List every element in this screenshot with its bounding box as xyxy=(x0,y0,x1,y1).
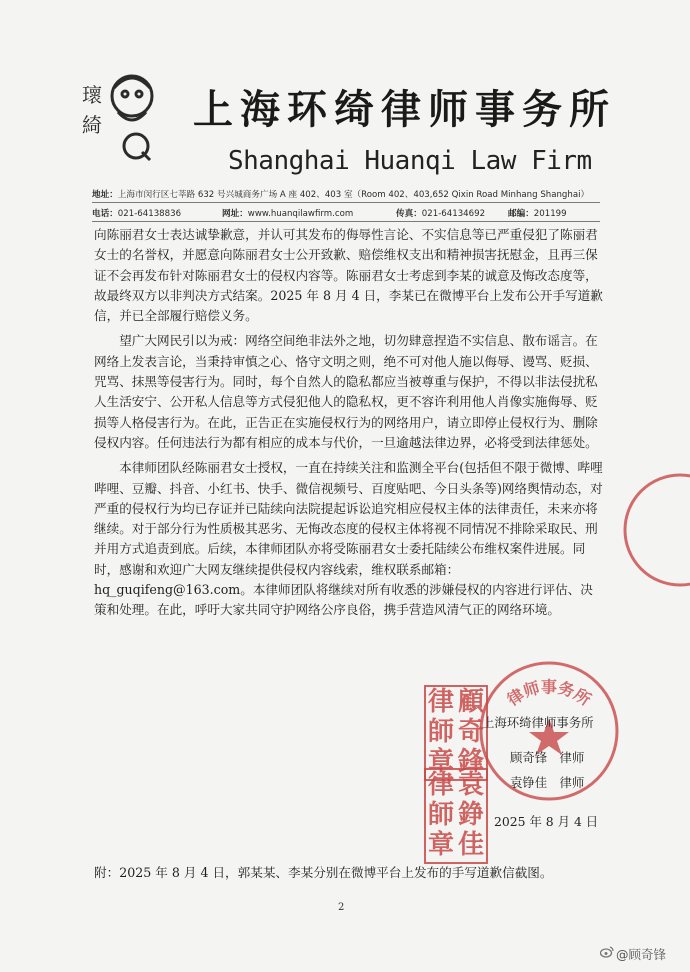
seal1-char: 顧 xyxy=(458,687,485,717)
address-line xyxy=(92,188,589,200)
seal1-char: 奇 xyxy=(458,717,485,747)
fax-label: 传真： xyxy=(396,209,422,219)
weibo-watermark: @顾奇锋 xyxy=(616,947,667,962)
edge-stamp xyxy=(600,470,690,590)
svg-text:律师事务所 xyxy=(503,677,594,710)
firm-logo-icon xyxy=(78,62,164,162)
signature-firm: 上海环绮律师事务所 xyxy=(482,715,594,730)
seal2-char: 律 xyxy=(428,770,455,800)
weibo-logo-icon xyxy=(600,946,614,958)
address-value: 上海市闵行区七莘路 632 号兴城商务广场 A 座 402、403 室（Room 402、403,652 Qixin Road Minhang Shanghai） xyxy=(117,190,590,200)
signature-lawyer-1: 顾奇锋 律师 xyxy=(510,750,585,765)
paragraph-2: 望广大网民引以为戒：网络空间绝非法外之地，切勿肆意捏造不实信息、散布谣言。在网络上发表言论，当秉持审慎之心、恪守文明之则，绝不可对他人施以侮辱、谩骂、贬损、咒骂、抹黑等侵害行为。同时，每个自然人的隐私都应当被尊重与保护，不得以非法侵扰私人生活安宁、公开私人信息等方式侵犯他人的隐私权，更不容许利用他人肖像实施侮辱、贬损等人格侵害行为。在此，正告正在实施侵权行为的网络用户，请立即停止侵权行为、删除侵权内容。任何违法行为都有相应的成本与代价，一旦逾越法律边界，必将受到法律惩处。 xyxy=(94,333,598,450)
paragraph-3: 本律师团队经陈丽君女士授权，一直在持续关注和监测全平台(包括但不限于微博、哔哩哔哩、豆瓣、抖音、小红书、快手、微信视频号、百度贴吧、今日头条等)网络舆情动态，对严重的侵权行为均已存证并已陆续向法院提起诉讼追究相应侵权主体的法律责任，未来亦将继续。对于部分行为性质极其恶劣、无悔改态度的侵权主体将视不同情况不排除采取民、刑并用方式追责到底。后续，本律师团队亦将受陈丽君女士委托陆续公布维权案件进展。同时，感谢和欢迎广大网友继续提供侵权内容线索，维权联系邮箱：hq_guqifeng@163.com。本律师团队将继续对所有收悉的涉嫌侵权的内容进行评估、决策和处理。在此，呼吁大家共同守护网络公序良俗，携手营造风清气正的网络环境。 xyxy=(94,460,603,618)
seal2-char: 袁 xyxy=(458,770,485,800)
phone-value: 021-64138836 xyxy=(117,209,182,219)
zip-line xyxy=(508,207,567,219)
attachment-note: 附：2025 年 8 月 4 日，郭某某、李某分别在微博平台上发布的手写道歉信截图。 xyxy=(94,865,553,880)
lawyer-seal-1 xyxy=(424,685,488,781)
zip-label: 邮编： xyxy=(508,209,534,219)
seal2-char: 章 xyxy=(428,830,455,860)
firm-name-en: Shanghai Huanqi Law Firm xyxy=(228,146,592,176)
seal2-char: 佳 xyxy=(458,830,485,860)
signature-lawyer-2: 袁铮佳 律师 xyxy=(510,775,585,790)
logo-char-2: 綺 xyxy=(82,113,102,137)
phone-line xyxy=(92,207,181,219)
web-value: www.huanqilawfirm.com xyxy=(247,209,354,219)
page-number: 2 xyxy=(338,902,345,913)
header-divider xyxy=(92,202,600,203)
seal2-char: 師 xyxy=(428,800,455,830)
lawyer-seal-2 xyxy=(424,768,488,864)
seal1-char: 鋒 xyxy=(458,747,485,777)
seal2-char: 錚 xyxy=(458,800,485,830)
web-label: 网址： xyxy=(222,209,248,219)
firm-name-cn: 上海环绮律师事务所 xyxy=(193,86,616,133)
header-divider-2 xyxy=(92,221,600,222)
web-line xyxy=(222,207,353,219)
paragraph-1: 向陈丽君女士表达诚挚歉意，并认可其发布的侮辱性言论、不实信息等已严重侵犯了陈丽君女士的名誉权，并愿意向陈丽君女士公开致歉、赔偿维权支出和精神损害抚慰金，且再三保证不会再发布针对陈丽君女士的侵权内容等。陈丽君女士考虑到李某的诚意及悔改态度等，故最终双方以非判决方式结案。2025 年 8 月 4 日，李某已在微博平台上发布公开手写道歉信，并已全部履行赔偿义务。 xyxy=(94,227,603,324)
fax-line xyxy=(396,207,485,219)
logo-char-1: 瓌 xyxy=(82,83,102,107)
fax-value: 021-64134692 xyxy=(421,209,486,219)
letter-body xyxy=(94,225,604,621)
seal1-char: 律 xyxy=(428,687,455,717)
seal1-char: 師 xyxy=(428,717,455,747)
address-label: 地址： xyxy=(92,190,118,200)
phone-label: 电话： xyxy=(92,209,118,219)
round-stamp-text: 律师事务所 xyxy=(503,677,595,710)
seal1-char: 章 xyxy=(428,747,455,777)
zip-value: 201199 xyxy=(533,209,567,219)
signature-date: 2025 年 8 月 4 日 xyxy=(494,814,599,829)
